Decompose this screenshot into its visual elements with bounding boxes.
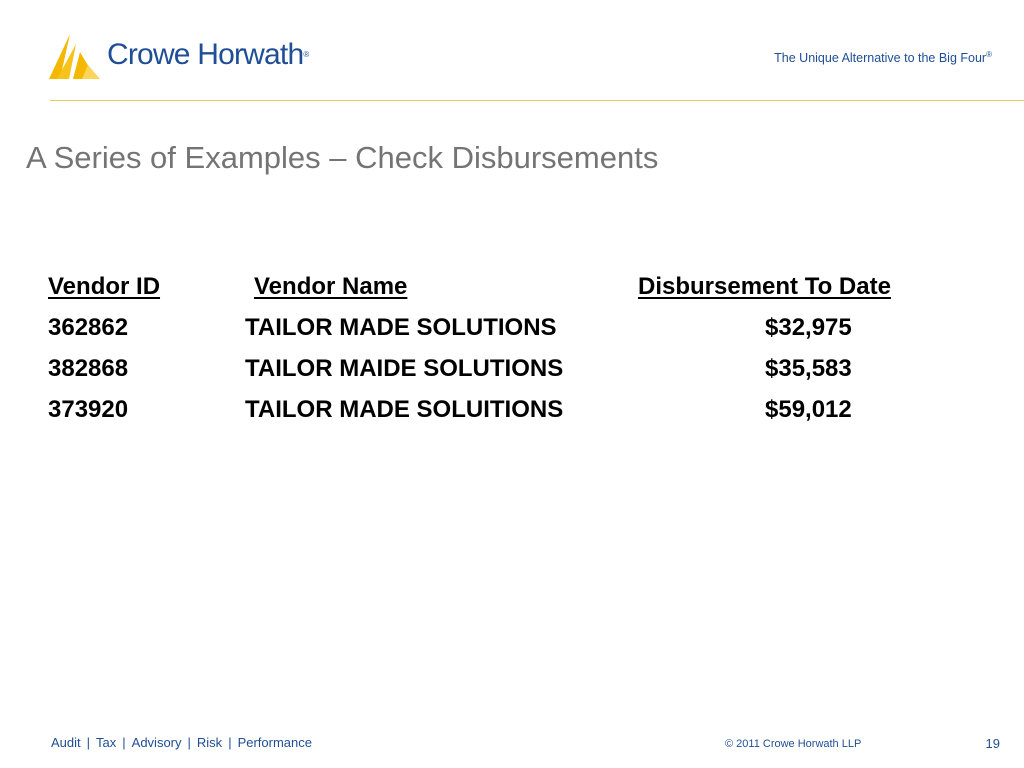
disbursement-cell: $59,012	[765, 396, 852, 423]
table-row	[0, 391, 1024, 432]
crowe-horwath-sun-mark-icon	[48, 32, 102, 80]
footer-services	[51, 735, 312, 750]
disbursement-cell: $35,583	[765, 355, 852, 382]
column-header-vendor-name: Vendor Name	[254, 273, 408, 300]
footer-separator: |	[228, 735, 232, 750]
footer-separator: |	[86, 735, 91, 750]
table-header-row	[0, 268, 1024, 309]
vendor-name-cell: TAILOR MADE SOLUITIONS	[245, 396, 564, 423]
vendor-name-cell: TAILOR MAIDE SOLUTIONS	[245, 355, 564, 382]
column-header-vendor-id: Vendor ID	[48, 273, 161, 300]
vendor-id-cell: 373920	[48, 396, 129, 423]
footer-service-tax: Tax	[96, 735, 117, 750]
footer-separator: |	[122, 735, 126, 750]
logo-wordmark: Crowe Horwath®	[107, 38, 310, 71]
column-header-disbursement: Disbursement To Date	[638, 273, 891, 300]
disbursement-table	[0, 268, 1024, 432]
footer-service-audit: Audit	[51, 735, 81, 750]
vendor-id-cell: 362862	[48, 314, 129, 341]
table-row	[0, 350, 1024, 391]
table-row	[0, 309, 1024, 350]
vendor-id-cell: 382868	[48, 355, 129, 382]
footer-copyright: © 2011 Crowe Horwath LLP	[725, 738, 862, 750]
company-logo	[48, 32, 318, 80]
page-number: 19	[985, 736, 1000, 751]
registered-mark: ®	[986, 50, 992, 59]
footer-service-performance: Performance	[237, 735, 312, 750]
header-divider	[50, 100, 1024, 101]
footer-service-risk: Risk	[196, 735, 223, 750]
vendor-name-cell: TAILOR MADE SOLUTIONS	[245, 314, 557, 341]
header-tagline: The Unique Alternative to the Big Four®	[774, 50, 992, 66]
slide-title: A Series of Examples – Check Disbursements	[26, 140, 659, 175]
footer-separator: |	[187, 735, 191, 750]
disbursement-cell: $32,975	[765, 314, 852, 341]
footer-service-advisory: Advisory	[131, 735, 182, 750]
